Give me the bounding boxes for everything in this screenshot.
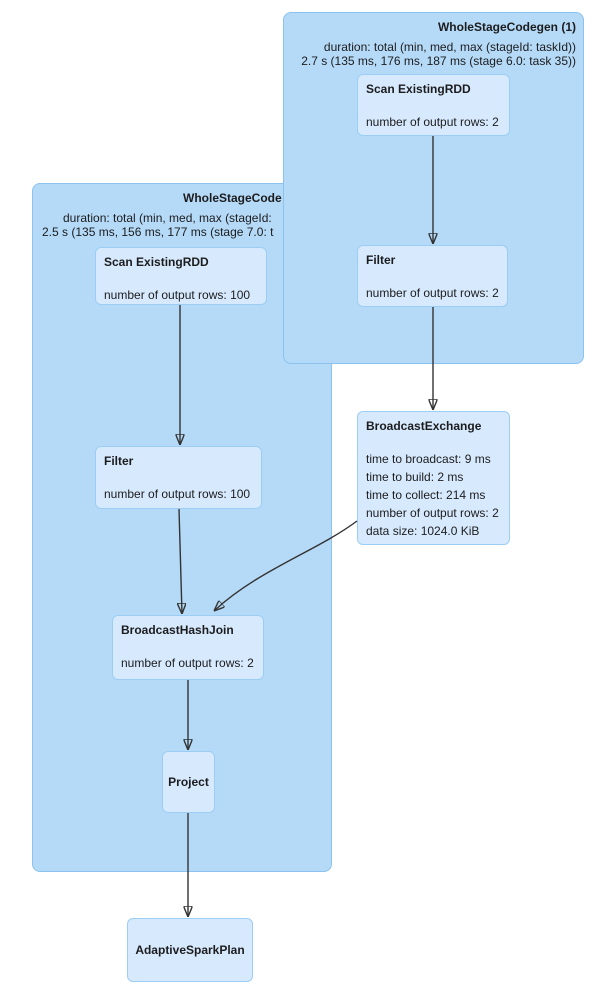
node-filter-1[interactable] xyxy=(357,245,508,307)
cluster-left-duration-line-2: 2.5 s (135 ms, 156 ms, 177 ms (stage 7.0: t xyxy=(42,225,274,239)
node-project[interactable] xyxy=(162,751,215,813)
node-broadcast-exchange[interactable] xyxy=(357,411,510,545)
node-metric: data size: 1024.0 KiB xyxy=(366,524,480,538)
node-title: BroadcastExchange xyxy=(366,419,482,433)
node-title: Scan ExistingRDD xyxy=(104,255,209,269)
cluster-wholestagecodegen-1 xyxy=(283,12,584,364)
cluster-left-title: WholeStageCode xyxy=(183,191,282,205)
node-scan-existingrdd-2[interactable] xyxy=(95,247,267,305)
node-metric: number of output rows: 2 xyxy=(366,286,499,300)
node-scan-existingrdd-1[interactable] xyxy=(357,74,510,136)
node-metric: number of output rows: 2 xyxy=(121,656,254,670)
cluster-right-duration-line-1: duration: total (min, med, max (stageId: taskId)) xyxy=(323,40,576,54)
cluster-right-duration xyxy=(301,40,576,68)
node-title: Filter xyxy=(366,253,396,267)
node-title: AdaptiveSparkPlan xyxy=(135,942,245,957)
node-metric: number of output rows: 100 xyxy=(104,487,251,501)
node-adaptive-spark-plan[interactable] xyxy=(127,918,253,982)
node-metric: number of output rows: 2 xyxy=(366,506,499,520)
node-metric: number of output rows: 2 xyxy=(366,115,499,129)
node-title: Filter xyxy=(104,454,134,468)
cluster-left-duration-line-1: duration: total (min, med, max (stageId: xyxy=(63,211,272,225)
node-filter-2[interactable] xyxy=(95,446,262,509)
node-title: Project xyxy=(168,774,209,789)
node-metric: time to build: 2 ms xyxy=(366,470,464,484)
node-title: Scan ExistingRDD xyxy=(366,82,471,96)
node-metric: time to broadcast: 9 ms xyxy=(366,452,491,466)
cluster-right-duration-line-2: 2.7 s (135 ms, 176 ms, 187 ms (stage 6.0: task 35)) xyxy=(301,54,576,68)
node-metric: number of output rows: 100 xyxy=(104,288,251,302)
node-title: BroadcastHashJoin xyxy=(121,623,234,637)
node-broadcast-hash-join[interactable] xyxy=(112,615,264,680)
node-metric: time to collect: 214 ms xyxy=(366,488,486,502)
cluster-right-title: WholeStageCodegen (1) xyxy=(437,20,576,34)
